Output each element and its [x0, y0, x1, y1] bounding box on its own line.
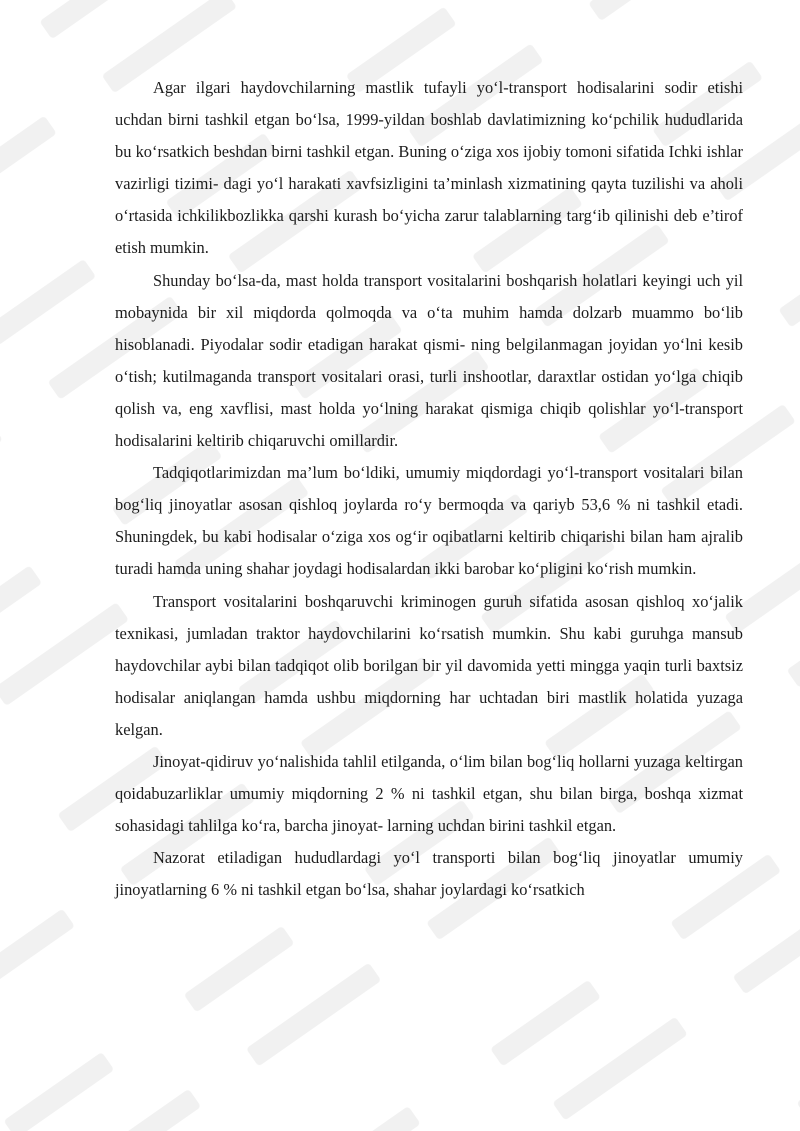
- paragraph: Tadqiqotlarimizdan ma’lum bo‘ldiki, umumiy miqdordagi yo‘l-transport vositalari bilan bog‘liq jinoyatlar asosan qishloq joylarda ro‘y bermoqda va qariyb 53,6 % ni tashkil etadi. Shuningdek, bu kabi hodisalar o‘ziga xos og‘ir oqibatlarni keltirib chiqarishi bilan ham ajralib turadi hamda uning shahar joydagi hodisalardan ikki barobar ko‘pligini ko‘rish mumkin.: [115, 463, 743, 579]
- paragraph: Transport vositalarini boshqaruvchi kriminogen guruh sifatida asosan qishloq xo‘jalik texnikasi, jumladan traktor haydovchilarini ko‘rsatish mumkin. Shu kabi guruhga mansub haydovchilar aybi bilan tadqiqot olib borilgan bir yil davomida yetti mingga yaqin turli baxtsiz hodisalar aniqlangan hamda ushbu miqdorning har uchtadan biri mastlik holatida yuzaga kelgan.: [115, 591, 743, 739]
- paragraph: Nazorat etiladigan hududlardagi yo‘l transporti bilan bog‘liq jinoyatlar umumiy jinoyatlarning 6 % ni tashkil etgan bo‘lsa, shahar joylardagi ko‘rsatkich: [115, 848, 743, 900]
- body-text: [115, 72, 743, 906]
- paragraph: Jinoyat-qidiruv yo‘nalishida tahlil etilganda, o‘lim bilan bog‘liq hollarni yuzaga keltirgan qoidabuzarliklar umumiy miqdorning 2 % ni tashkil etgan, shu bilan birga, boshqa xizmat sohasidagi tahlilga ko‘ra, barcha jinoyat- larning uchdan birini tashkil etgan.: [115, 751, 743, 836]
- paragraph: Shunday bo‘lsa-da, mast holda transport vositalarini boshqarish holatlari keyingi uch yil mobaynida bir xil miqdorda qolmoqda va o‘ta muhim hamda dolzarb muammo bo‘lib hisoblanadi. Piyodalar sodir etadigan harakat qismi- ning belgilanmagan joyidan yo‘lni kesib o‘tish; kutilmaganda transport vositalari orasi, turli inshootlar, daraxtlar ostidan yo‘lga chiqib qolish va, eng xavflisi, mast holda yo‘lning harakat qismiga chiqib qolishlar yo‘l-transport hodisalarini keltirib chiqaruvchi omillardir.: [115, 270, 743, 451]
- paragraph: Agar ilgari haydovchilarning mastlik tufayli yo‘l-transport hodisalarini sodir etishi uchdan birni tashkil etgan bo‘lsa, 1999-yildan boshlab davlatimizning ko‘pchilik hududlarida bu ko‘rsatkich beshdan birni tashkil etgan. Buning o‘ziga xos ijobiy tomoni sifatida Ichki ishlar vazirligi tizimi- dagi yo‘l harakati xavfsizligini ta’minlash xizmatining qayta tuzilishi va aholi o‘rtasida ichkilikbozlikka qarshi kurash bo‘yicha zarur talablarning targ‘ib qilinishi deb e’tirof etish mumkin.: [115, 78, 743, 258]
